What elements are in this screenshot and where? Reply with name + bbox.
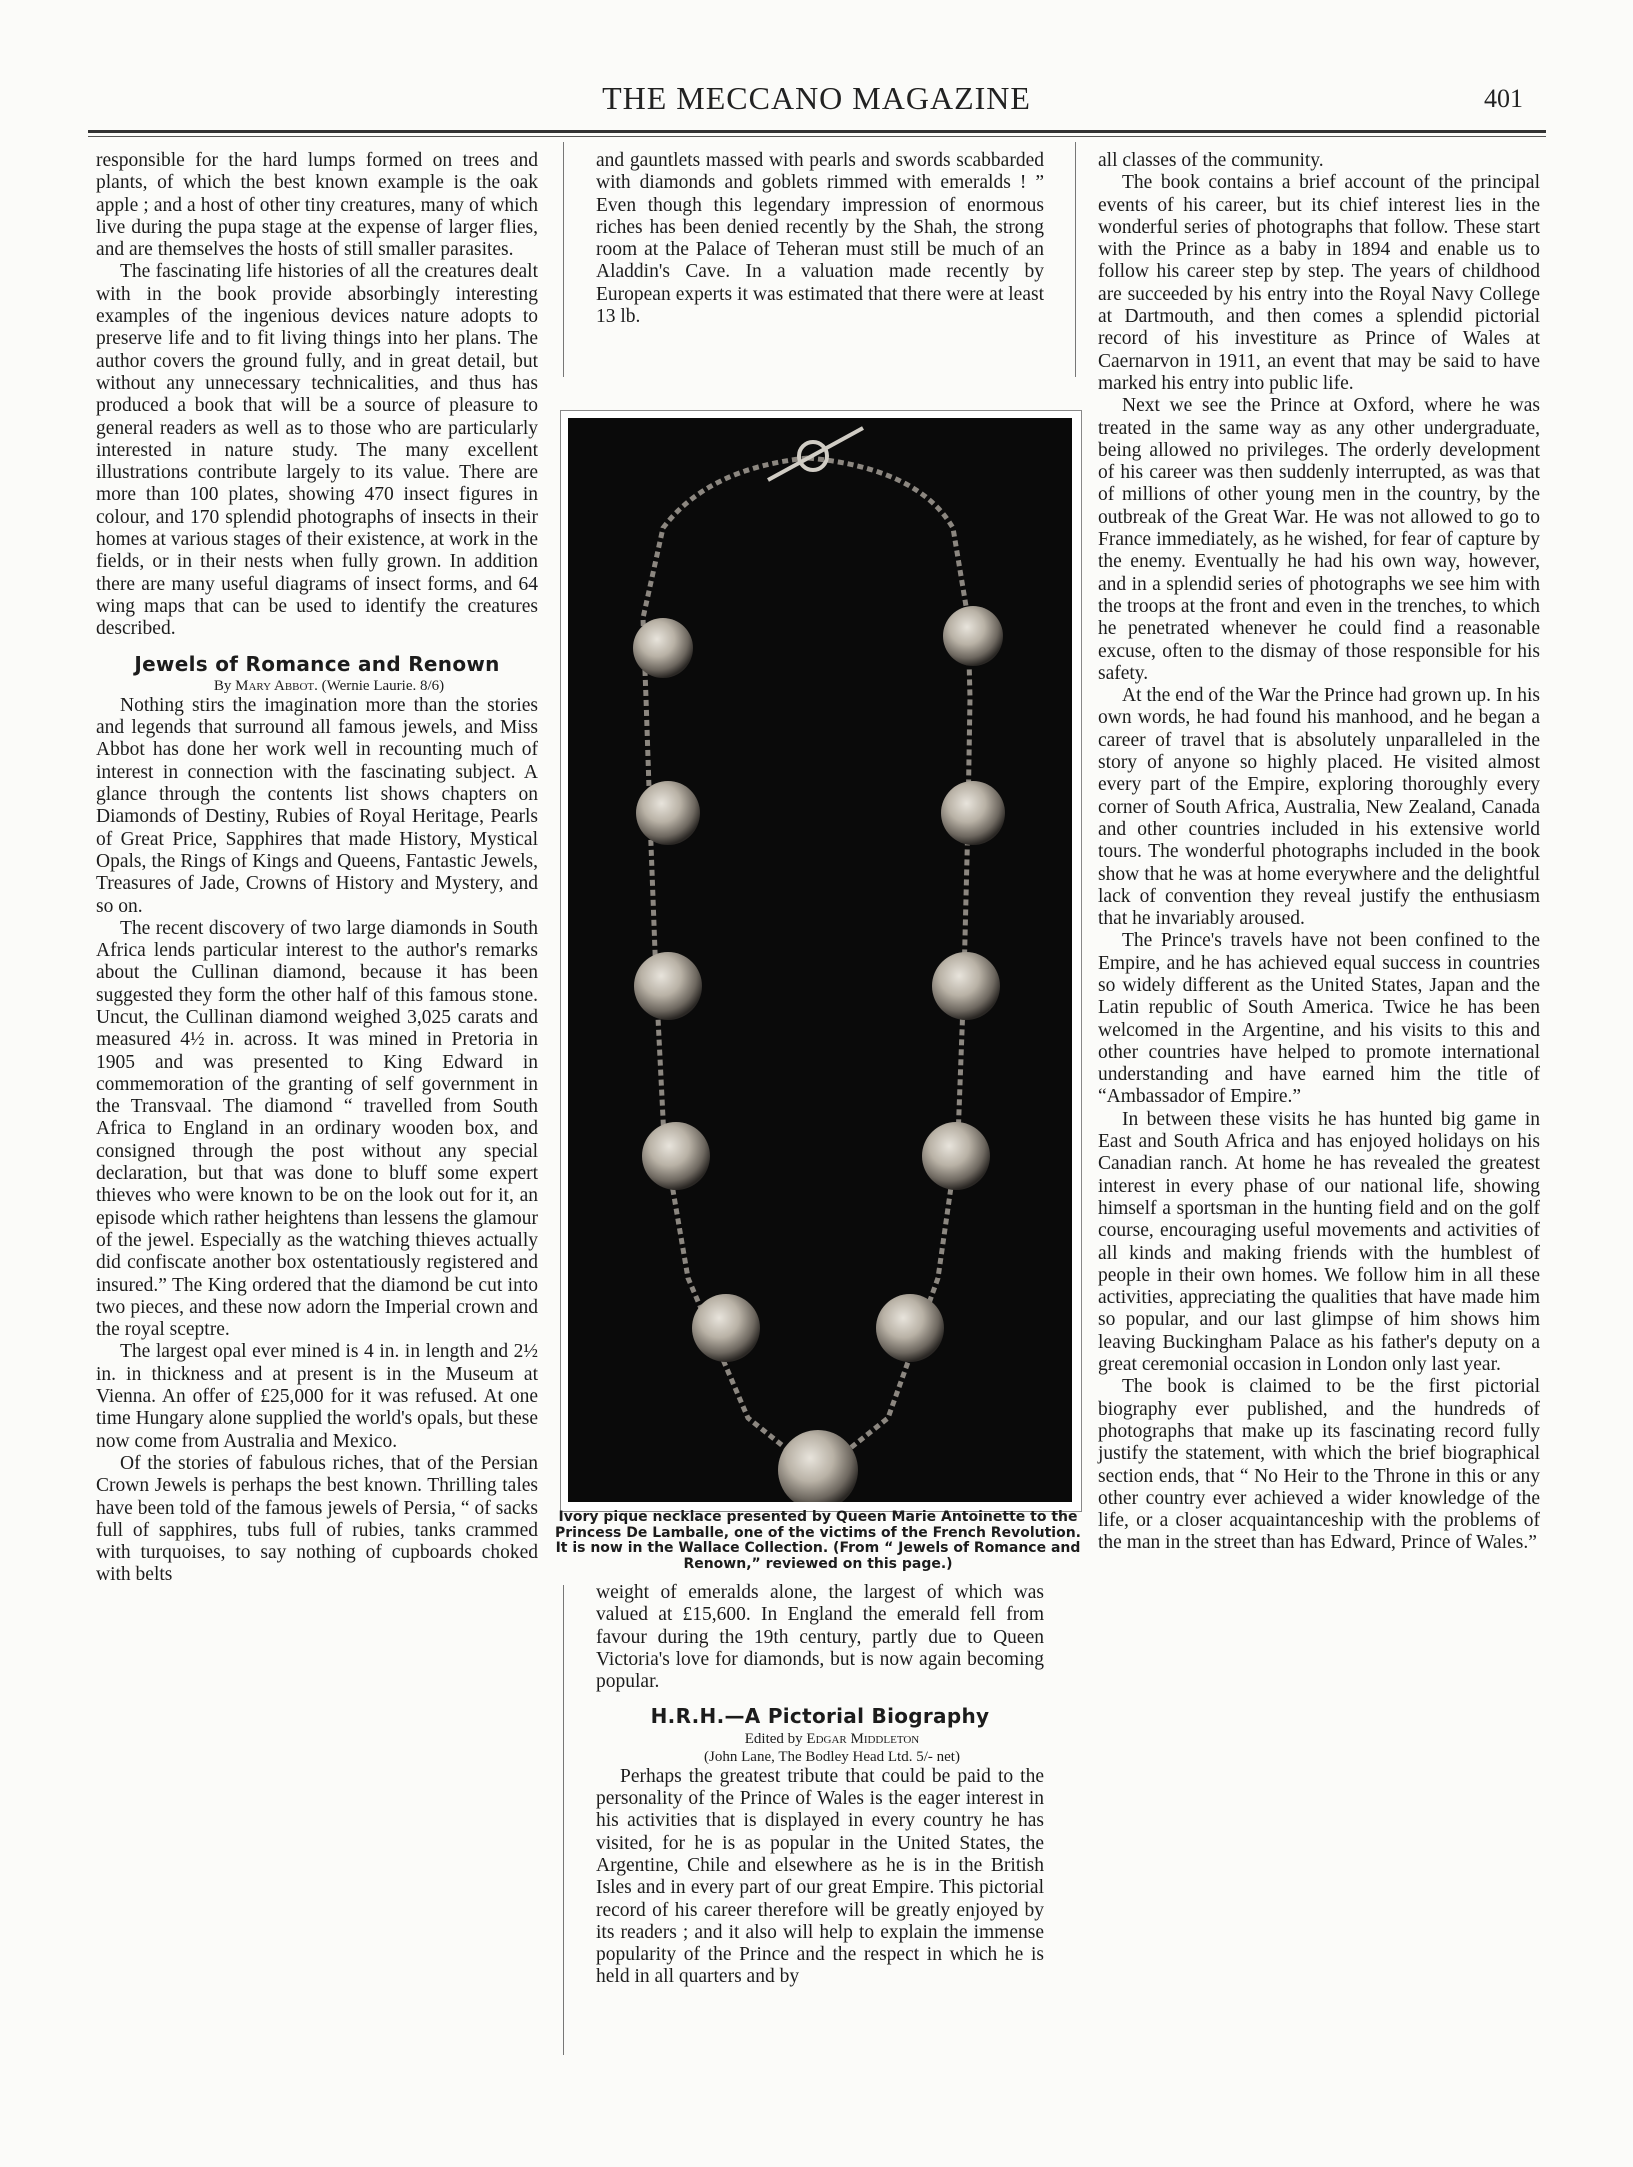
paragraph: The book contains a brief account of the principal events of his career, but its chief interest lies in the wonderful series of photographs that follow. These start with the Prince as a baby in 1894 and enable us to follow his career step by step. The years of childhood are succeeded by his entry into the Royal Navy College at Dartmouth, and then comes a splendid pictorial record of his investiture as Prince of Wales at Caernarvon in 1911, an event that may be said to have marked his entry into public life. <box>1098 172 1540 394</box>
review-publisher: (Wernie Laurie. 8/6) <box>321 677 445 694</box>
column-divider-left <box>563 142 564 377</box>
paragraph: The Prince's travels have not been confined to the Empire, and he has achieved equal success in countries so widely different as the United States, Japan and the Latin republic of South America. Twice he has been welcomed in the Argentine, and his visits to this and other countries have helped to promote international understanding and have earned him the title of “Ambassador of Empire.” <box>1098 930 1540 1108</box>
paragraph: In between these visits he has hunted big game in East and South Africa and has enjoyed holidays on his Canadian ranch. At home he has revealed the greatest interest in every phase of our national life, showing himself a sportsman in the hunting field and on the golf course, encouraging useful movements and activities of all kinds and making friends with the humblest of people in their own homes. We follow him in all these activities, appreciating the qualities that have made him so popular, and our last glimpse of him shows him leaving Buckingham Palace as his father's deputy on a great ceremonial occasion in London only last year. <box>1098 1108 1540 1376</box>
review-byline <box>596 1730 1044 1748</box>
byline-prefix: By <box>213 677 232 694</box>
review-author: Edgar Middleton <box>806 1730 920 1747</box>
paragraph: The largest opal ever mined is 4 in. in length and 2½ in. in thickness and at present is in the Museum at Vienna. An offer of £25,000 for it was refused. At one time Hungary alone supplied the world's opals, but these now come from Australia and Mexico. <box>96 1341 538 1452</box>
paragraph: weight of emeralds alone, the largest of which was valued at £15,600. In England the emerald fell from favour during the 19th century, partly due to Queen Victoria's love for diamonds, but is now again becoming popular. <box>596 1582 1044 1693</box>
paragraph: Next we see the Prince at Oxford, where he was treated in the same way as any other undergraduate, being allowed no privileges. The orderly development of his career was then suddenly interrupted, as was that of millions of other young men in the country, by the outbreak of the Great War. He was not allowed to go to France immediately, as he wished, for fear of capture by the enemy. Eventually he had his own way, however, and in a splendid series of photographs we see him with the troops at the front and even in the trenches, to which he penetrated whenever he could find a reasonable excuse, often to the dismay of those responsible for his safety. <box>1098 395 1540 684</box>
review-heading-hrh: H.R.H.—A Pictorial Biography <box>650 1704 990 1729</box>
header-rule-thin <box>88 136 1546 137</box>
review-heading-jewels: Jewels of Romance and Renown <box>134 651 500 676</box>
page-number: 401 <box>1484 84 1523 113</box>
review-author: Mary Abbot. <box>235 677 318 694</box>
column-1 <box>96 150 538 1587</box>
necklace-photo <box>568 418 1072 1502</box>
paragraph: The recent discovery of two large diamonds in South Africa lends particular interest to the author's remarks about the Cullinan diamond, because it has been suggested they form the other half of this famous stone. Uncut, the Cullinan diamond weighed 3,025 carats and measured 4½ in. across. It was mined in Pretoria in 1905 and was presented to King Edward in commemoration of the granting of self government in the Transvaal. The diamond “ travelled from South Africa to England in an ordinary wooden box, and consigned through the post without any special declaration, but that was done to bluff some expert thieves who were known to be on the look out for it, an episode which rather heightens than lessens the glamour of the jewel. Especially as the watching thieves actually did confiscate another box ostentatiously registered and insured.” The King ordered that the diamond be cut into two pieces, and these now adorn the Imperial crown and the royal sceptre. <box>96 917 538 1341</box>
column-divider-left-lower <box>563 1585 564 2055</box>
paragraph: and gauntlets massed with pearls and swords scabbarded with diamonds and goblets rimmed with emeralds ! ” Even though this legendary impression of enormous riches has been denied recently by the Shah, the strong room at the Palace of Teheran must still be much of an Aladdin's Cave. In a valuation made recently by European experts it was estimated that there were at least 13 lb. <box>596 150 1044 328</box>
magazine-title: THE MECCANO MAGAZINE <box>602 80 1031 116</box>
paragraph: Nothing stirs the imagination more than the stories and legends that surround all famous jewels, and Miss Abbot has done her work well in recounting much of interest in connection with the fascinating subject. A glance through the contents list shows chapters on Diamonds of Destiny, Rubies of Royal Heritage, Pearls of Great Price, Sapphires that made History, Mystical Opals, the Rings of Kings and Queens, Fantastic Jewels, Treasures of Jade, Crowns of History and Mystery, and so on. <box>96 694 538 917</box>
necklace-illustration <box>568 418 1072 1502</box>
column-3 <box>1098 150 1540 1555</box>
paragraph: Perhaps the greatest tribute that could be paid to the personality of the Prince of Wales is the eager interest in his activities that is displayed in every country he has visited, for he is as popular in the United States, the Argentine, Chile and elsewhere as he is in the British Isles and in every part of our great Empire. This pictorial record of his career therefore will be greatly enjoyed by its readers ; and it also will help to explain the immense popularity of the Prince and the respect in which he is held in all quarters and by <box>596 1765 1044 1988</box>
review-byline <box>96 677 538 695</box>
paragraph: The fascinating life histories of all the creatures dealt with in the book provide absorbingly interesting examples of the ingenious devices nature adopts to preserve life and to fit living things into her plans. The author covers the ground fully, and in great detail, but without any unnecessary technicalities, and thus has produced a book that will be a source of pleasure to general readers as well as to those who are particularly interested in nature study. The many excellent illustrations contribute largely to its value. There are more than 100 plates, showing 470 insect figures in colour, and 170 splendid photographs of insects in their homes at various stages of their existence, at work in the fields, or in their nests when fully grown. In addition there are many useful diagrams of insect forms, and 64 wing maps that can be used to identify the creatures described. <box>96 261 538 640</box>
paragraph: Of the stories of fabulous riches, that of the Persian Crown Jewels is perhaps the best known. Thrilling tales have been told of the famous jewels of Persia, “ of sacks full of sapphires, tubs full of rubies, tanks crammed with turquoises, to say nothing of cupboards choked with belts <box>96 1452 538 1586</box>
column-2-top <box>596 150 1044 328</box>
paragraph: responsible for the hard lumps formed on trees and plants, of which the best known example is the oak apple ; and a host of other tiny creatures, many of which live during the pupa stage at the expense of larger flies, and are themselves the hosts of still smaller parasites. <box>96 150 538 261</box>
paragraph: At the end of the War the Prince had grown up. In his own words, he had found his manhood, and he began a career of travel that is absolutely unparalleled in the story of anyone so highly placed. He visited almost every part of the Empire, exploring thoroughly every corner of South Africa, Australia, New Zealand, Canada and other countries included in his extensive world tours. The wonderful photographs included in the book show that he was at home everywhere and the delightful lack of convention they reveal justify the enthusiasm that he invariably aroused. <box>1098 685 1540 930</box>
review-publisher: (John Lane, The Bodley Head Ltd. 5/- net) <box>704 1748 960 1765</box>
column-2-bottom <box>596 1582 1044 1989</box>
photo-caption: Ivory pique necklace presented by Queen Marie Antoinette to the Princess De Lamballe, one of the victims of the French Revolution. It is now in the Wallace Collection. (From “ Jewels of Romance and Renown,” reviewed on this page.) <box>554 1509 1081 1572</box>
header-rule <box>88 130 1546 133</box>
column-divider-right <box>1075 142 1076 377</box>
byline-prefix: Edited by <box>744 1730 803 1747</box>
paragraph: The book is claimed to be the first pictorial biography ever published, and the hundreds of photographs that make up its fascinating record fully justify the statement, with which the brief biographical section ends, that “ No Heir to the Throne in this or any other country ever achieved a wider knowledge of the life, or a closer acquaintanceship with the problems of the man in the street than has Edward, Prince of Wales.” <box>1098 1376 1540 1554</box>
paragraph: all classes of the community. <box>1098 150 1324 171</box>
